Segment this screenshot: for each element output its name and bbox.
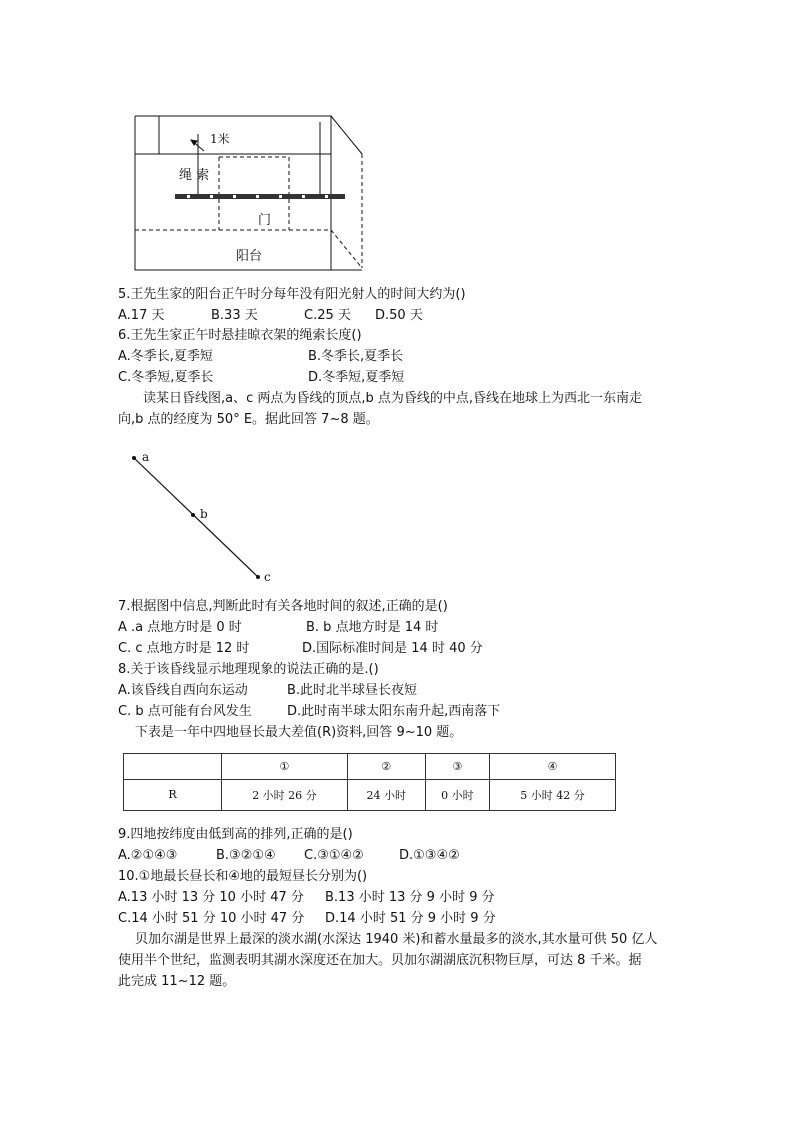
intro-7-8-line2: 向,b 点的经度为 50° E。据此回答 7~8 题。 (118, 412, 379, 427)
table-cell: 5 小时 42 分 (490, 779, 616, 810)
q10-stem: 10.①地最长昼长和④地的最短昼长分别为() (118, 869, 368, 884)
q7-option-d: D.国际标准时间是 14 时 40 分 (302, 641, 483, 656)
q10-option-d: D.14 小时 51 分 9 小时 9 分 (325, 911, 496, 926)
table-header-cell: ③ (425, 754, 489, 780)
q9-stem: 9.四地按纬度由低到高的排列,正确的是() (118, 827, 353, 842)
table-header-cell: ① (222, 754, 348, 780)
q6-stem: 6.王先生家正午时悬挂晾衣架的绳索长度() (118, 328, 362, 343)
q8-stem: 8.关于该昏线显示地理现象的说法正确的是.() (118, 662, 379, 677)
door-label: 门 (258, 213, 272, 228)
table-header-cell: ② (347, 754, 425, 780)
table-header-cell (124, 754, 222, 780)
day-length-table (123, 753, 616, 811)
intro-7-8-line1: 读某日昏线图,a、c 两点为昏线的顶点,b 点为昏线的中点,昏线在地球上为西北一东南走 (143, 391, 643, 406)
q8-option-c: C. b 点可能有台风发生 (118, 704, 252, 719)
q10-option-a: A.13 小时 13 分 10 小时 47 分 (118, 890, 304, 905)
q7-option-c: C. c 点地方时是 12 时 (118, 641, 250, 656)
intro-11-12-line3: 此完成 11~12 题。 (118, 974, 236, 989)
table-cell: 2 小时 26 分 (222, 779, 348, 810)
point-a-label: a (142, 450, 150, 464)
table-row-label: R (124, 779, 222, 810)
q9-option-a: A.②①④③ (118, 848, 178, 863)
q5-option-b: B.33 天 (211, 308, 258, 323)
q6-option-d: D.冬季短,夏季短 (308, 370, 405, 385)
q7-option-a: A .a 点地方时是 0 时 (118, 620, 242, 635)
intro-11-12-line2: 使用半个世纪，监测表明其湖水深度还在加大。贝加尔湖湖底沉积物巨厚，可达 8 千米。据 (118, 953, 642, 968)
balcony-label: 阳台 (236, 249, 263, 264)
q6-option-a: A.冬季长,夏季短 (118, 349, 213, 364)
point-c-label: c (264, 570, 271, 584)
q10-option-c: C.14 小时 51 分 10 小时 47 分 (118, 911, 305, 926)
q10-option-b: B.13 小时 13 分 9 小时 9 分 (325, 890, 495, 905)
q7-stem: 7.根据图中信息,判断此时有关各地时间的叙述,正确的是() (118, 599, 448, 614)
point-b-label: b (200, 507, 208, 521)
q9-option-c: C.③①④② (304, 848, 364, 863)
q5-option-d: D.50 天 (375, 308, 423, 323)
rope-label: 绳 索 (179, 168, 210, 183)
q8-option-a: A.该昏线自西向东运动 (118, 683, 248, 698)
table-row (124, 779, 616, 810)
table-cell: 0 小时 (425, 779, 489, 810)
q7-option-b: B. b 点地方时是 14 时 (306, 620, 439, 635)
q5-stem: 5.王先生家的阳台正午时分每年没有阳光射人的时间大约为() (118, 287, 466, 302)
q6-option-c: C.冬季短,夏季长 (118, 370, 214, 385)
table-header-cell: ④ (490, 754, 616, 780)
q8-option-d: D.此时南半球太阳东南升起,西南落下 (287, 704, 501, 719)
q9-option-b: B.③②①④ (216, 848, 276, 863)
q8-option-b: B.此时北半球昼长夜短 (287, 683, 418, 698)
table-cell: 24 小时 (347, 779, 425, 810)
q5-option-a: A.17 天 (118, 308, 165, 323)
q5-option-c: C.25 天 (304, 308, 351, 323)
table-header-row (124, 754, 616, 780)
intro-11-12-line1: 贝加尔湖是世界上最深的淡水湖(水深达 1940 米)和蓄水量最多的淡水,其水量可供 50 亿人 (135, 932, 658, 947)
q6-option-b: B.冬季长,夏季长 (308, 349, 404, 364)
intro-9-10: 下表是一年中四地昼长最大差值(R)资料,回答 9~10 题。 (135, 725, 463, 740)
q9-option-d: D.①③④② (399, 848, 460, 863)
dist-label: 1米 (210, 132, 230, 146)
